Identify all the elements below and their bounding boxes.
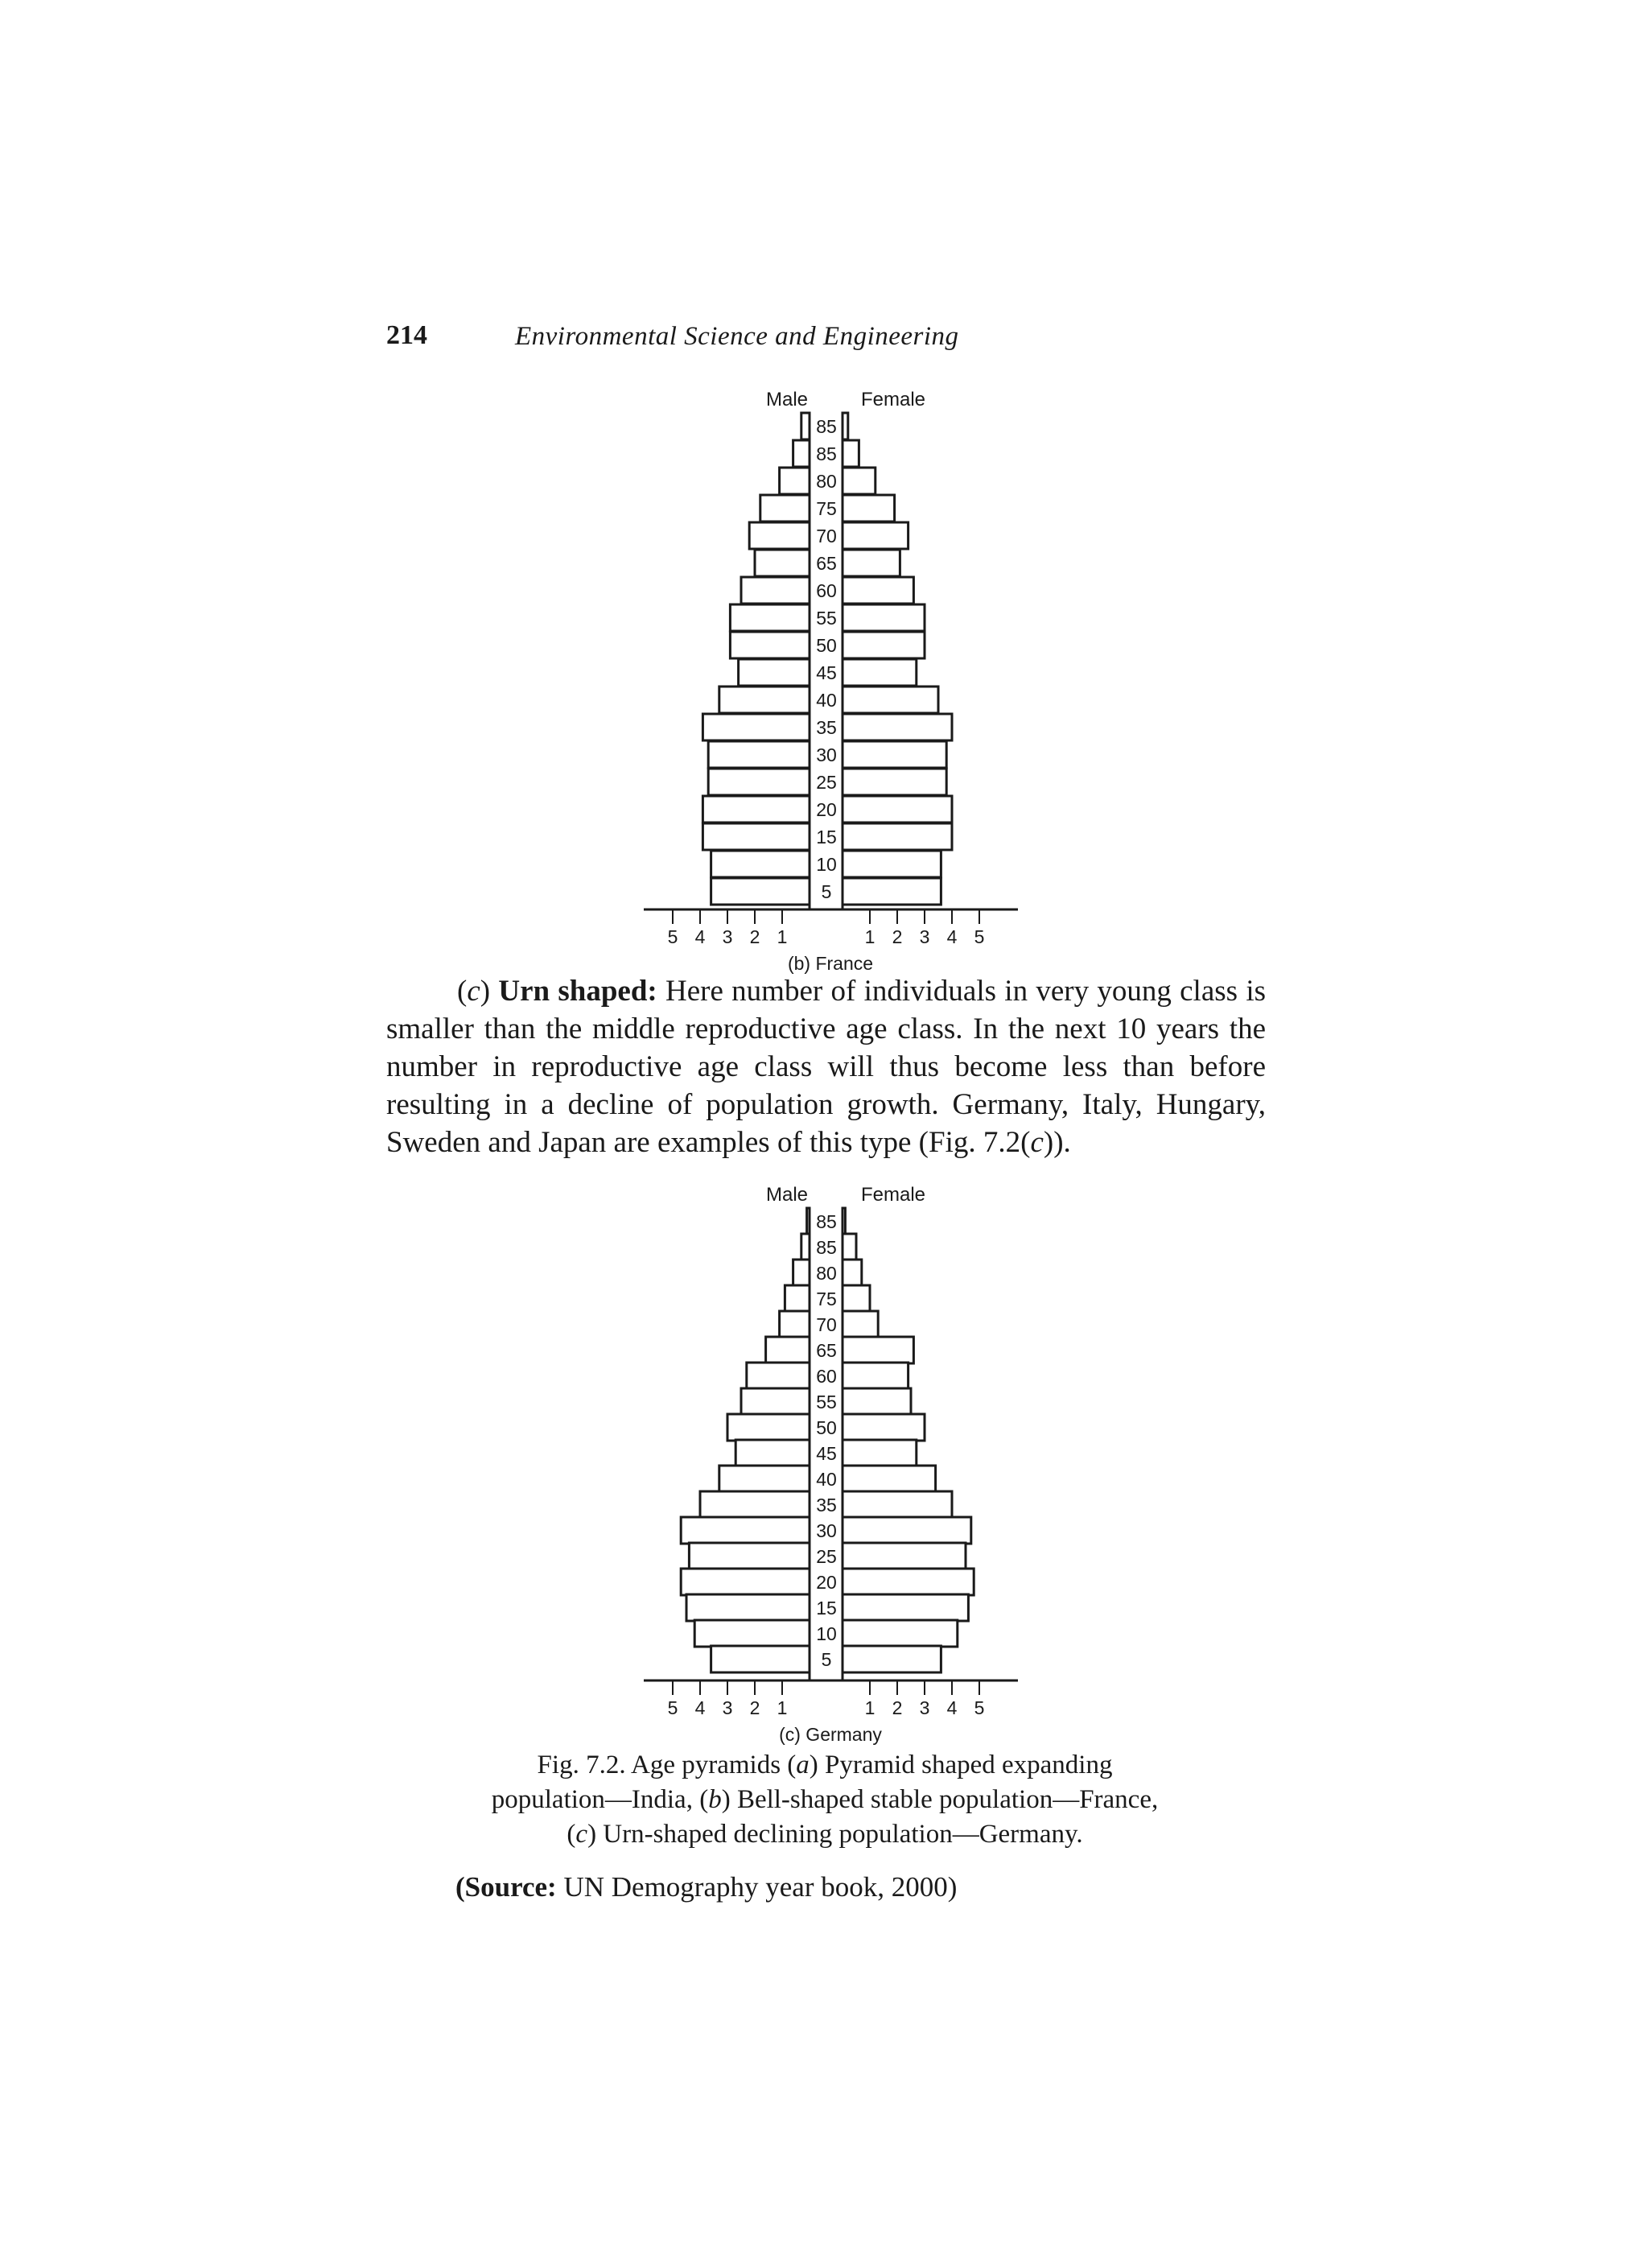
male-bar bbox=[735, 1440, 810, 1466]
caption-text: ) Bell-shaped stable population—France, bbox=[721, 1785, 1159, 1814]
age-label: 80 bbox=[816, 1263, 837, 1284]
male-label: Male bbox=[765, 1184, 809, 1206]
male-bar bbox=[719, 1466, 810, 1492]
male-bar bbox=[780, 1311, 810, 1338]
x-tick-label: 4 bbox=[946, 926, 958, 947]
age-label: 50 bbox=[816, 1417, 837, 1438]
age-label: 5 bbox=[821, 1649, 832, 1670]
figure-caption bbox=[418, 1748, 1231, 1852]
x-tick-label: 4 bbox=[694, 1697, 706, 1718]
age-label: 85 bbox=[816, 416, 837, 437]
x-tick-label: 1 bbox=[777, 926, 788, 947]
caption-text: population—India, ( bbox=[491, 1785, 709, 1814]
x-tick-label: 4 bbox=[694, 926, 706, 947]
caption-letter-a: a bbox=[796, 1750, 810, 1779]
male-bar bbox=[793, 1260, 810, 1286]
female-bar bbox=[843, 1337, 913, 1363]
caption-text: ) Urn-shaped declining population—Germany. bbox=[587, 1820, 1083, 1849]
male-bar bbox=[689, 1543, 810, 1569]
x-tick-label: 5 bbox=[667, 1697, 678, 1718]
urn-shaped-paragraph: (c) Urn shaped: Here number of individuals in very young class is smaller than the middle reproductive age class. In the next 10 years the number in reproductive age class will thus become less than before resulting in a decline of population growth. Germany, Italy, Hungary, Sweden and Japan are examples of this type (Fig. 7.2(c)). bbox=[386, 975, 1267, 1159]
age-label: 35 bbox=[816, 1495, 837, 1515]
age-label: 70 bbox=[816, 526, 837, 546]
male-label: Male bbox=[765, 389, 809, 410]
age-label: 60 bbox=[816, 580, 837, 601]
x-tick-label: 1 bbox=[864, 926, 876, 947]
female-bar bbox=[843, 1388, 911, 1415]
age-label: 10 bbox=[816, 854, 837, 875]
male-bar bbox=[681, 1569, 810, 1595]
caption-text: Fig. 7.2. Age pyramids ( bbox=[537, 1750, 797, 1779]
age-label: 40 bbox=[816, 690, 837, 711]
male-bar bbox=[694, 1620, 810, 1647]
age-label: 85 bbox=[816, 1237, 837, 1258]
source-text: UN Demography year book, 2000) bbox=[556, 1871, 958, 1903]
age-label: 65 bbox=[816, 1340, 837, 1361]
age-label: 25 bbox=[816, 1546, 837, 1567]
female-bar bbox=[843, 1594, 968, 1621]
age-label: 30 bbox=[816, 744, 837, 765]
age-label: 50 bbox=[816, 635, 837, 656]
female-label: Female bbox=[861, 389, 926, 410]
x-tick-label: 2 bbox=[749, 926, 760, 947]
age-label: 80 bbox=[816, 471, 837, 492]
urn-shaped-heading: Urn shaped: bbox=[498, 975, 657, 1008]
female-bar bbox=[843, 1543, 966, 1569]
male-bar bbox=[711, 1646, 810, 1672]
age-label: 65 bbox=[816, 553, 837, 574]
label-close: ) bbox=[480, 975, 491, 1008]
age-label: 75 bbox=[816, 1289, 837, 1309]
pyramid-caption: (b) France bbox=[787, 953, 874, 974]
female-bar bbox=[843, 1620, 958, 1647]
paragraph-end: )). bbox=[1043, 1126, 1071, 1159]
female-bar bbox=[843, 1260, 862, 1286]
female-bar bbox=[843, 1208, 845, 1235]
caption-text: ( bbox=[566, 1820, 576, 1849]
male-bar bbox=[807, 1208, 810, 1235]
caption-text: ) Pyramid shaped expanding bbox=[809, 1750, 1113, 1779]
female-bar bbox=[843, 1466, 936, 1492]
x-tick-label: 3 bbox=[919, 926, 930, 947]
x-tick-label: 5 bbox=[974, 926, 985, 947]
male-bar bbox=[727, 1414, 810, 1441]
male-bar bbox=[801, 1234, 810, 1260]
caption-letter-b: b bbox=[708, 1785, 722, 1814]
age-label: 35 bbox=[816, 717, 837, 738]
female-bar bbox=[843, 1517, 971, 1544]
age-label: 55 bbox=[816, 608, 837, 629]
age-label: 75 bbox=[816, 498, 837, 519]
source-note bbox=[455, 1871, 957, 1903]
age-label: 60 bbox=[816, 1366, 837, 1387]
x-tick-label: 3 bbox=[919, 1697, 930, 1718]
age-label: 20 bbox=[816, 799, 837, 820]
female-bar bbox=[843, 1414, 925, 1441]
age-label: 5 bbox=[821, 881, 832, 902]
label-letter: c bbox=[467, 975, 480, 1008]
figure-ref-letter: c bbox=[1030, 1126, 1044, 1159]
female-bar bbox=[843, 1285, 870, 1312]
male-bar bbox=[741, 1388, 810, 1415]
age-label: 10 bbox=[816, 1623, 837, 1644]
female-bar bbox=[843, 1363, 908, 1389]
age-label: 70 bbox=[816, 1314, 837, 1335]
age-label: 85 bbox=[816, 1211, 837, 1232]
age-label: 30 bbox=[816, 1520, 837, 1541]
age-label: 40 bbox=[816, 1469, 837, 1490]
female-bar bbox=[843, 1491, 952, 1518]
female-bar bbox=[843, 1440, 917, 1466]
age-label: 85 bbox=[816, 443, 837, 464]
age-label: 15 bbox=[816, 827, 837, 847]
male-bar bbox=[766, 1337, 810, 1363]
male-bar bbox=[686, 1594, 810, 1621]
female-label: Female bbox=[861, 1184, 926, 1206]
female-bar bbox=[843, 1646, 941, 1672]
male-bar bbox=[681, 1517, 810, 1544]
page-number: 214 bbox=[386, 320, 427, 350]
age-label: 25 bbox=[816, 772, 837, 793]
x-tick-label: 2 bbox=[892, 1697, 903, 1718]
age-label: 45 bbox=[816, 1443, 837, 1464]
x-tick-label: 3 bbox=[722, 1697, 733, 1718]
caption-letter-c: c bbox=[575, 1820, 588, 1849]
x-tick-label: 5 bbox=[974, 1697, 985, 1718]
x-tick-label: 5 bbox=[667, 926, 678, 947]
x-tick-label: 2 bbox=[892, 926, 903, 947]
male-bar bbox=[785, 1285, 810, 1312]
paragraph-body: Here number of individuals in very young class is smaller than the middle reproductive age class. In the next 10 years the number in reproductive age class will thus become less than before resulting in a decline of population growth. Germany, Italy, Hungary, Sweden and Japan are examples of this type (Fig. 7.2( bbox=[386, 975, 1267, 1159]
age-label: 20 bbox=[816, 1572, 837, 1593]
male-bar bbox=[747, 1363, 810, 1389]
female-bar bbox=[843, 1234, 856, 1260]
x-tick-label: 4 bbox=[946, 1697, 958, 1718]
source-open: ( bbox=[455, 1871, 465, 1903]
age-label: 15 bbox=[816, 1598, 837, 1619]
x-tick-label: 3 bbox=[722, 926, 733, 947]
pyramid-caption: (c) Germany bbox=[779, 1724, 882, 1745]
female-bar bbox=[843, 1569, 974, 1595]
x-tick-label: 1 bbox=[864, 1697, 876, 1718]
running-title: Environmental Science and Engineering bbox=[515, 322, 959, 351]
x-tick-label: 2 bbox=[749, 1697, 760, 1718]
age-label: 55 bbox=[816, 1392, 837, 1412]
male-bar bbox=[700, 1491, 810, 1518]
female-bar bbox=[843, 1311, 878, 1338]
source-label: Source: bbox=[464, 1871, 557, 1903]
age-label: 45 bbox=[816, 662, 837, 683]
x-tick-label: 1 bbox=[777, 1697, 788, 1718]
